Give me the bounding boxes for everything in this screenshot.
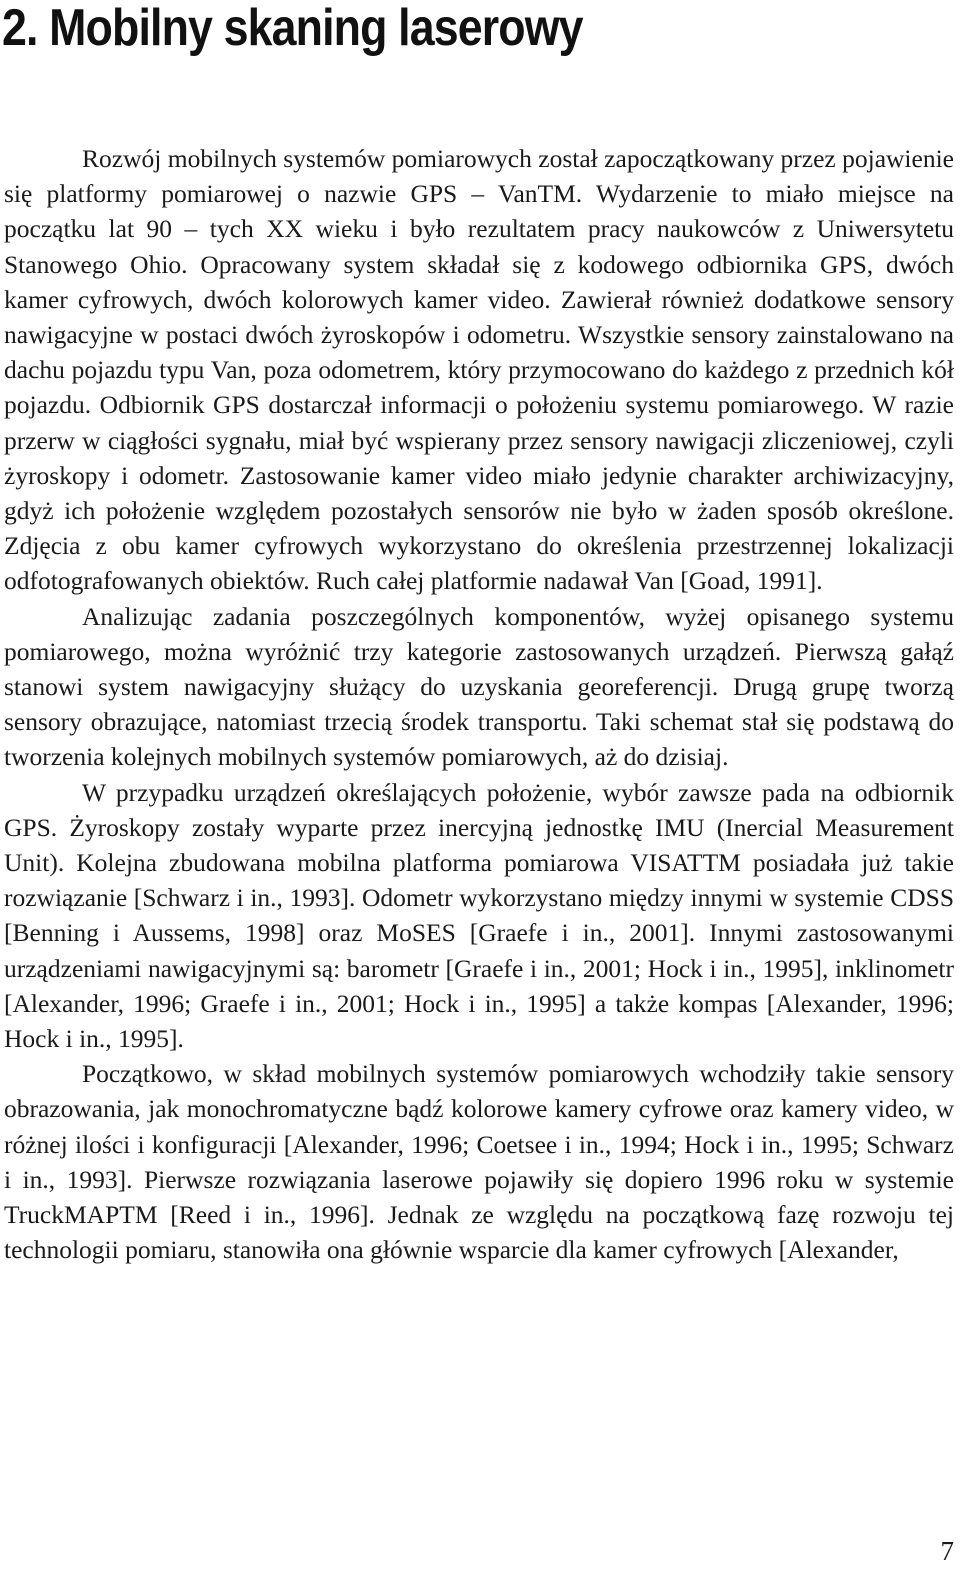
chapter-title: 2. Mobilny skaning laserowy (2, 0, 583, 57)
body-text (4, 141, 954, 1268)
paragraph-3: W przypadku urządzeń określających położenie, wybór zawsze pada na odbiornik GPS. Żyroskopy zostały wyparte przez inercyjną jednostkę IMU (Inercial Measurement Unit). Kolejna zbudowana mobilna platforma pomiarowa VISATTM posiadała już takie rozwiązanie [Schwarz i in., 1993]. Odometr wykorzystano między innymi w systemie CDSS [Benning i Aussems, 1998] oraz MoSES [Graefe i in., 2001]. Innymi zastosowanymi urządzeniami nawigacyjnymi są: barometr [Graefe i in., 2001; Hock i in., 1995], inklinometr [Alexander, 1996; Graefe i in., 2001; Hock i in., 1995] a także kompas [Alexander, 1996; Hock i in., 1995]. (4, 777, 954, 1054)
page-number: 7 (940, 1536, 954, 1566)
paragraph-4: Początkowo, w skład mobilnych systemów pomiarowych wchodziły takie sensory obrazowania, jak monochromatyczne bądź kolorowe kamery cyfrowe oraz kamery video, w różnej ilości i konfiguracji [Alexander, 1996; Coetsee i in., 1994; Hock i in., 1995; Schwarz i in., 1993]. Pierwsze rozwiązania laserowe pojawiły się dopiero 1996 roku w systemie TruckMAPTM [Reed i in., 1996]. Jednak ze względu na początkową fazę rozwoju tej technologii pomiaru, stanowiła ona głównie wsparcie dla kamer cyfrowych [Alexander, (4, 1059, 954, 1265)
paragraph-1: Rozwój mobilnych systemów pomiarowych został zapoczątkowany przez pojawienie się platformy pomiarowej o nazwie GPS – VanTM. Wydarzenie to miało miejsce na początku lat 90 – tych XX wieku i było rezultatem pracy naukowców z Uniwersytetu Stanowego Ohio. Opracowany system składał się z kodowego odbiornika GPS, dwóch kamer cyfrowych, dwóch kolorowych kamer video. Zawierał również dodatkowe sensory nawigacyjne w postaci dwóch żyroskopów i odometru. Wszystkie sensory zainstalowano na dachu pojazdu typu Van, poza odometrem, który przymocowano do każdego z przednich kół pojazdu. Odbiornik GPS dostarczał informacji o położeniu systemu pomiarowego. W razie przerw w ciągłości sygnału, miał być wspierany przez sensory nawigacji zliczeniowej, czyli żyroskopy i odometr. Zastosowanie kamer video miało jedynie charakter archiwizacyjny, gdyż ich położenie względem pozostałych sensorów nie było w żaden sposób określone. Zdjęcia z obu kamer cyfrowych wykorzystano do określenia przestrzennej lokalizacji odfotografowanych obiektów. Ruch całej platformie nadawał Van [Goad, 1991]. (4, 144, 954, 596)
paragraph-2: Analizując zadania poszczególnych komponentów, wyżej opisanego systemu pomiarowego, można wyróżnić trzy kategorie zastosowanych urządzeń. Pierwszą gałąź stanowi system nawigacyjny służący do uzyskania georeferencji. Drugą grupę tworzą sensory obrazujące, natomiast trzecią środek transportu. Taki schemat stał się podstawą do tworzenia kolejnych mobilnych systemów pomiarowych, aż do dzisiaj. (4, 601, 954, 772)
